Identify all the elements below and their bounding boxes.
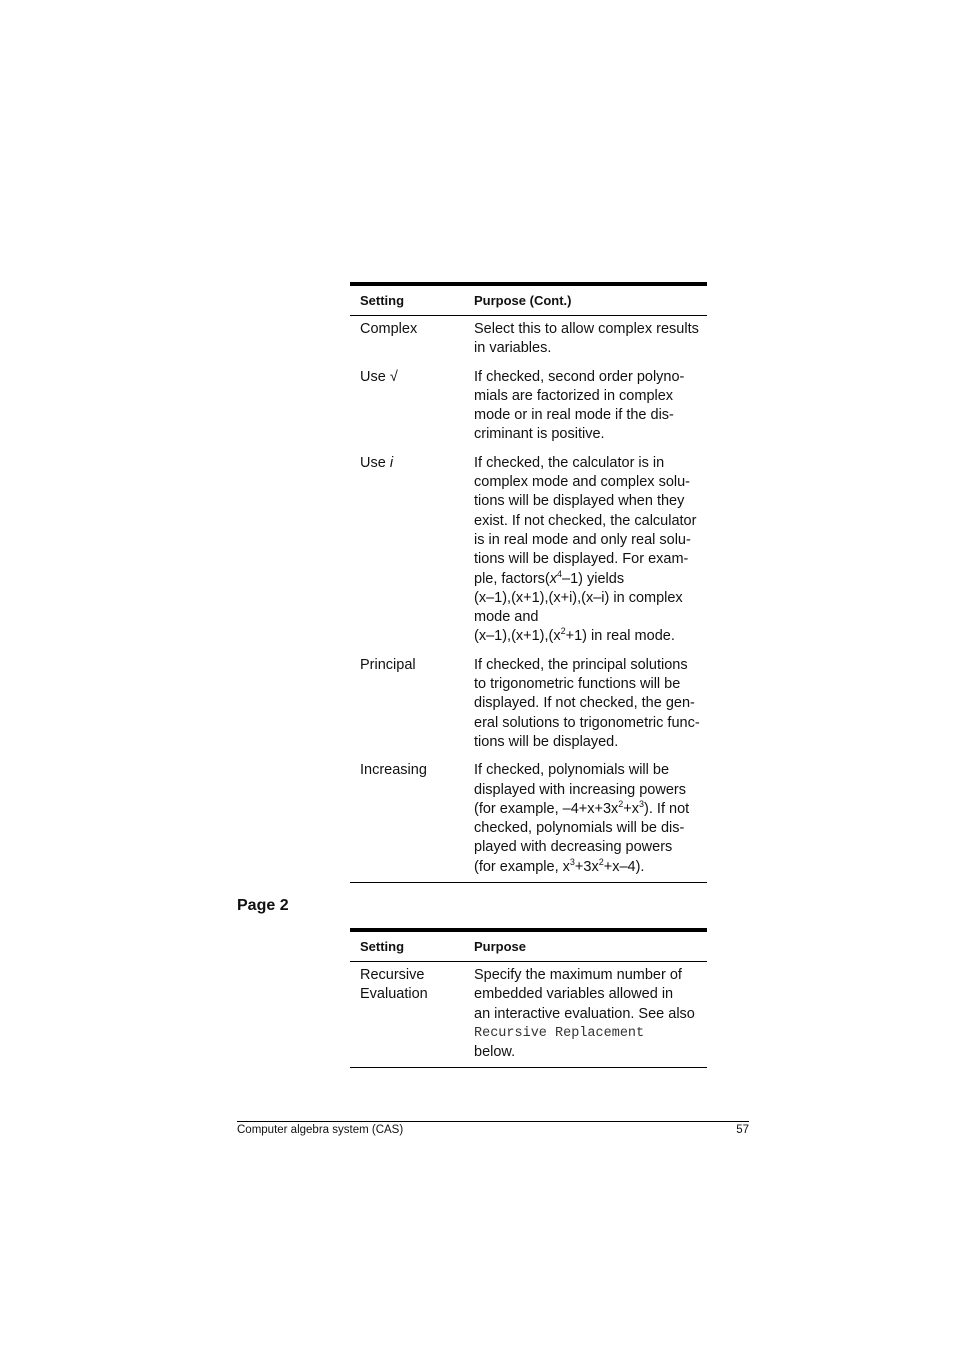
purpose-line: If checked, second order polyno- <box>474 368 685 385</box>
table-row <box>350 761 707 877</box>
settings-table-cont <box>350 282 707 883</box>
setting-name: Use √ <box>360 368 398 385</box>
section-heading: Page 2 <box>237 897 289 914</box>
purpose-line: If checked, the calculator is in <box>474 454 665 471</box>
purpose-line: mials are factorized in complex <box>474 387 674 404</box>
col-header-setting: Setting <box>360 939 405 954</box>
purpose-line: displayed with increasing powers <box>474 781 686 798</box>
setting-purpose <box>474 320 707 359</box>
purpose-line: complex mode and complex solu- <box>474 474 690 491</box>
page-number: 57 <box>736 1124 749 1136</box>
col-header-purpose: Purpose (Cont.) <box>474 293 572 308</box>
purpose-line: embedded variables allowed in <box>474 986 674 1003</box>
table-row <box>350 368 707 445</box>
setting-purpose <box>474 656 707 752</box>
purpose-line: mode or in real mode if the dis- <box>474 407 674 424</box>
purpose-line: tions will be displayed. For exam- <box>474 551 689 568</box>
purpose-line: played with decreasing powers <box>474 839 673 856</box>
superscript: 2 <box>598 856 604 867</box>
text: (x–1),(x+1),(x <box>474 628 561 645</box>
purpose-line: eral solutions to trigonometric func- <box>474 714 700 731</box>
text: ). If not <box>644 800 690 817</box>
purpose-line: Specify the maximum number of <box>474 967 682 983</box>
code-reference: Recursive Replacement <box>474 1025 645 1041</box>
math-var: x <box>549 570 557 587</box>
purpose-line: an interactive evaluation. See also <box>474 1005 695 1022</box>
table-row <box>350 320 707 359</box>
superscript: 3 <box>639 799 645 809</box>
table-row <box>350 966 707 1062</box>
footer-title: Computer algebra system (CAS) <box>237 1124 404 1136</box>
text: +1) in real mode. <box>565 628 675 645</box>
text: (for example, –4+x+3x <box>474 800 619 817</box>
setting-name: Increasing <box>360 762 427 779</box>
purpose-line: tions will be displayed. <box>474 733 619 750</box>
purpose-line: displayed. If not checked, the gen- <box>474 695 695 712</box>
page-footer <box>237 1121 749 1136</box>
text: +x–4). <box>603 858 645 875</box>
superscript: 2 <box>560 626 566 637</box>
setting-purpose <box>474 368 707 445</box>
purpose-line: mode and <box>474 609 539 626</box>
table-row <box>350 656 707 752</box>
purpose-line: exist. If not checked, the calculator <box>474 512 697 529</box>
text: (for example, x <box>474 858 570 875</box>
purpose-line: If checked, the principal solutions <box>474 656 688 673</box>
setting-name: Principal <box>360 656 416 673</box>
text: +3x <box>574 858 599 875</box>
purpose-line: (x–1),(x+1),(x+i),(x–i) in complex <box>474 589 683 606</box>
purpose-line <box>474 858 701 877</box>
col-header-purpose: Purpose <box>474 939 527 954</box>
purpose-line: is in real mode and only real solu- <box>474 531 691 548</box>
text: –1) yields <box>562 570 625 587</box>
table-header <box>350 932 707 962</box>
setting-name-prefix: Use <box>360 454 390 471</box>
table-row <box>350 454 707 647</box>
setting-name <box>350 454 474 647</box>
purpose-line: below. <box>474 1044 516 1061</box>
setting-purpose <box>474 454 707 647</box>
text: +x <box>623 800 640 817</box>
superscript: 4 <box>557 568 563 579</box>
setting-purpose <box>474 761 707 877</box>
purpose-line: Select this to allow complex results <box>474 321 699 337</box>
col-header-setting: Setting <box>360 293 405 308</box>
purpose-line <box>474 570 701 589</box>
purpose-line: criminant is positive. <box>474 426 605 443</box>
settings-table-page2 <box>350 928 707 1068</box>
superscript: 3 <box>569 856 575 867</box>
superscript: 2 <box>618 799 624 809</box>
purpose-line <box>474 800 701 819</box>
purpose-line: checked, polynomials will be dis- <box>474 820 685 837</box>
purpose-line: in variables. <box>474 340 552 357</box>
setting-name <box>350 966 474 1062</box>
purpose-line: tions will be displayed when they <box>474 493 685 510</box>
setting-line: Evaluation <box>360 986 428 1003</box>
purpose-line: to trigonometric functions will be <box>474 676 681 693</box>
purpose-line: If checked, polynomials will be <box>474 762 670 779</box>
text: ple, factors( <box>474 570 550 587</box>
setting-purpose <box>474 966 707 1062</box>
setting-name-italic: i <box>389 454 394 471</box>
purpose-line <box>474 627 701 646</box>
setting-line: Recursive <box>360 967 425 983</box>
table-header <box>350 286 707 316</box>
setting-name: Complex <box>360 321 418 337</box>
